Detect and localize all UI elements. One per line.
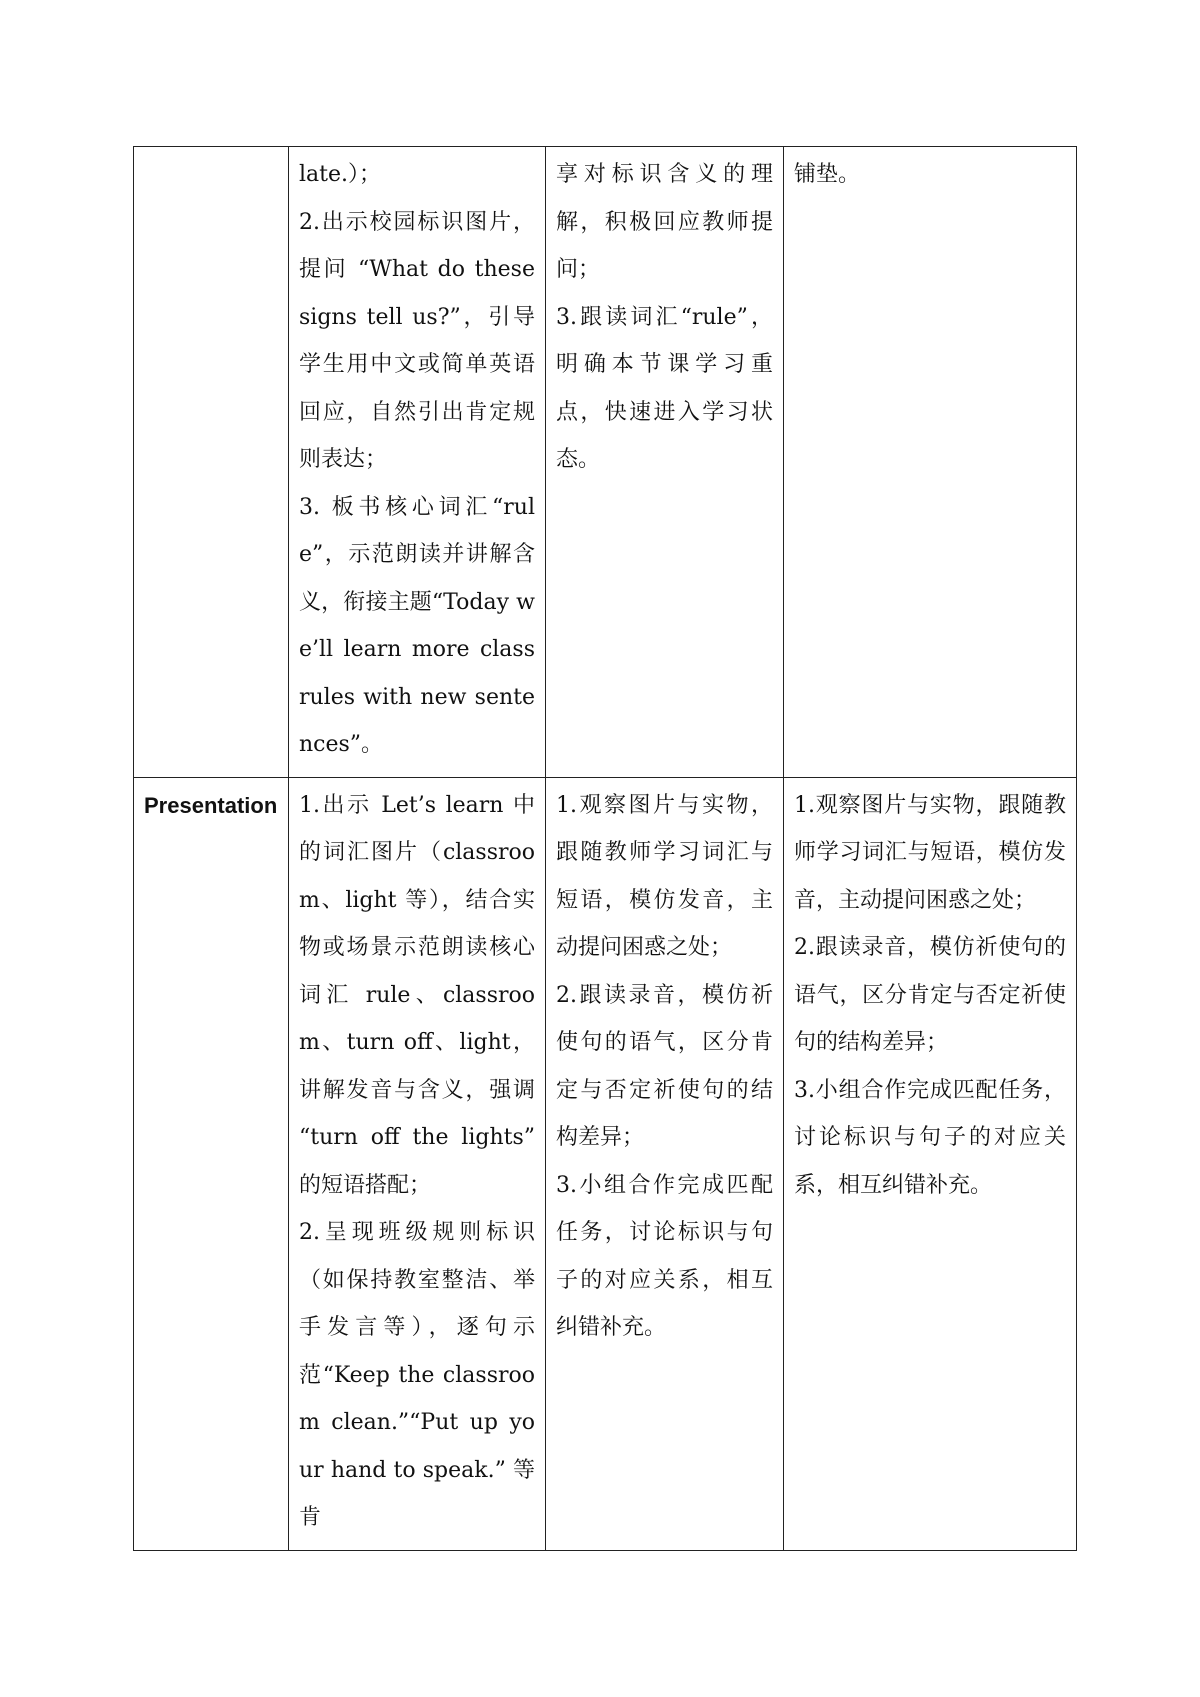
purpose-item: 铺垫。	[794, 162, 861, 187]
student-activity-cell	[546, 777, 784, 1550]
teacher-activity-item: 2.出示校园标识图片，提问 “What do these signs tell us?”，引导学生用中文或简单英语回应，自然引出肯定规则表达；	[299, 209, 535, 472]
teacher-activity-item: 3. 板书核心词汇“rule”，示范朗读并讲解含义，衔接主题“Today we’ll learn more class rules with new sentences”。	[299, 494, 535, 757]
student-activity-item: 1.观察图片与实物，跟随教师学习词汇与短语，模仿发音，主动提问困惑之处；	[556, 792, 773, 960]
purpose-item: 2.跟读录音，模仿祈使句的语气，区分肯定与否定祈使句的结构差异；	[794, 935, 1066, 1055]
stage-cell: Presentation	[134, 777, 289, 1550]
table-row	[134, 777, 1077, 1550]
student-activity-cell	[546, 147, 784, 778]
purpose-item: 1.观察图片与实物，跟随教师学习词汇与短语，模仿发音，主动提问困惑之处；	[794, 792, 1066, 913]
teacher-activity-item: 1.出示 Let’s learn 中的词汇图片（classroom、light 等），结合实物或场景示范朗读核心词汇 rule、classroom、turn off、light，讲解发音与含义，强调 “turn off the lights” 的短语搭配；	[299, 792, 535, 1198]
lesson-plan-table	[133, 146, 1077, 1551]
purpose-cell	[784, 777, 1077, 1550]
stage-cell	[134, 147, 289, 778]
student-activity-item: 3.跟读词汇“rule”，明确本节课学习重点，快速进入学习状态。	[556, 304, 773, 472]
teacher-activity-item: 2.呈现班级规则标识（如保持教室整洁、举手发言等），逐句示范“Keep the classroom clean.”“Put up your hand to speak.” 等肯	[299, 1220, 535, 1530]
purpose-item: 3.小组合作完成匹配任务，讨论标识与句子的对应关系，相互纠错补充。	[794, 1077, 1066, 1198]
student-activity-item: 3.小组合作完成匹配任务，讨论标识与句子的对应关系，相互纠错补充。	[556, 1172, 773, 1340]
teacher-activity-cell	[289, 777, 546, 1550]
table-row	[134, 147, 1077, 778]
student-activity-item: 享对标识含义的理解，积极回应教师提问；	[556, 162, 773, 282]
teacher-activity-cell	[289, 147, 546, 778]
teacher-activity-item: late.）；	[299, 162, 382, 187]
student-activity-item: 2.跟读录音，模仿祈使句的语气，区分肯定与否定祈使句的结构差异；	[556, 982, 773, 1150]
purpose-cell	[784, 147, 1077, 778]
